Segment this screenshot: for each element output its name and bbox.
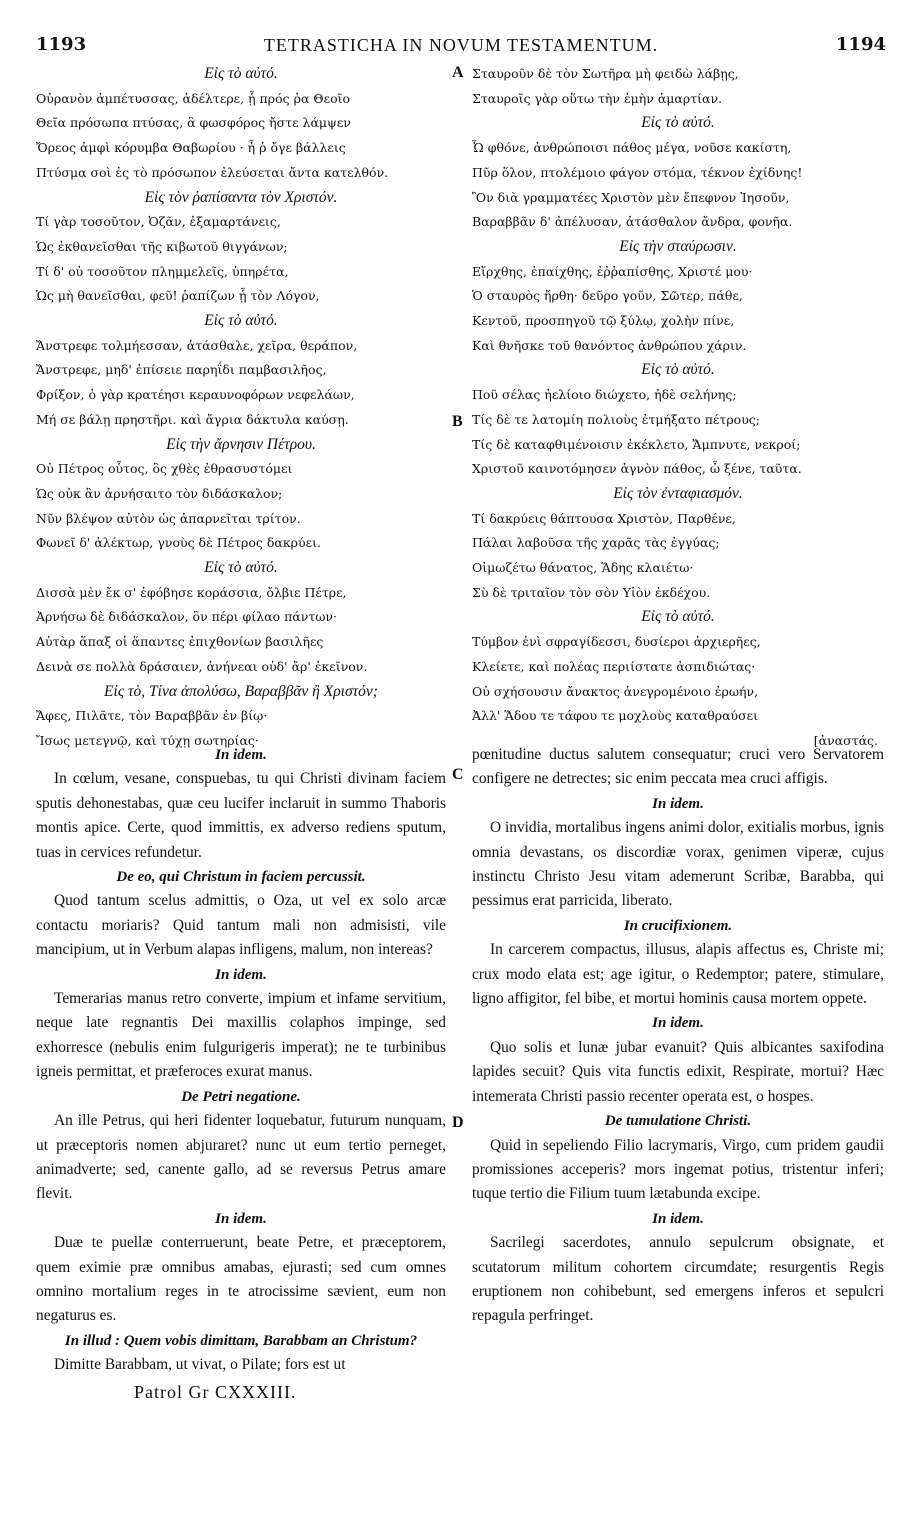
greek-heading: Εἰς τὸ αὐτό.: [641, 361, 715, 379]
latin-paragraph: Sacrilegi sacerdotes, annulo sepulcrum obsignate, et scutatorum militum cohortem circumdate; resurgentis Regis eruptionem non cohibebunt, sed emergens inferos et sepulcri repagula perfringet.: [472, 1234, 884, 1325]
greek-verse: Ἴσως μετεγνῷ, καὶ τύχῃ σωτηρίας·: [36, 732, 259, 748]
greek-verse: Εἴρχθης, ἐπαίχθης, ἐῤῥαπίσθης, Χριστέ μου·: [472, 263, 753, 279]
greek-verse: Δισσὰ μὲν ἔκ σ' ἐφόβησε κοράσσια, ὄλβιε Πέτρε,: [36, 584, 347, 600]
greek-column-right: [472, 62, 884, 754]
greek-column-left: [36, 62, 446, 754]
greek-verse: Σταυροῦν δὲ τὸν Σωτῆρα μὴ φειδὼ λάβῃς,: [472, 66, 739, 81]
latin-paragraph: In carcerem compactus, illusus, alapis affectus es, Christe mi; crux modo elata est; age igitur, o Redemptor; patere, stimulare, ligno affigitor, fel bibe, et mortui hominis causa mortem oppete.: [472, 941, 884, 1008]
greek-verse: Ὦ φθόνε, ἀνθρώποισι πάθος μέγα, νοῦσε κακίστη,: [472, 140, 792, 156]
latin-paragraph: An ille Petrus, qui heri fidenter loquebatur, futurum nunquam, ut præceptoris nomen abjuraret? nunc ut eum tertio perneget, animadverte; sed, canente gallo, ad se reversus Petrus amare flevit.: [36, 1112, 446, 1203]
latin-paragraph: O invidia, mortalibus ingens animi dolor, exitialis morbus, ignis omnia devastans, os discordiæ vorax, genimen viperæ, cujus instinctu Christo Jesu vitam ademerunt Scribæ, Barabba, qui pessimus erat parricida, liberato.: [472, 819, 884, 910]
greek-verse: Κλείετε, καὶ πολέας περιίστατε ἀσπιδιώτας·: [472, 658, 756, 674]
greek-verse: Οὐρανὸν ἀμπέτυσσας, ἀδέλτερε, ᾗ πρός ῥα Θεοῖο: [36, 90, 351, 106]
latin-heading: In idem.: [652, 1015, 704, 1032]
greek-verse: Τίς δὲ τε λατομίη πολιοὺς ἐτμήξατο πέτρους;: [472, 411, 761, 427]
greek-verse: Πτύσμα σοὶ ἐς τὸ πρόσωπον ἐλεύσεται ἄντα κατελθόν.: [36, 164, 389, 180]
greek-heading: Εἰς τὴν ἄρνησιν Πέτρου.: [166, 435, 316, 453]
latin-paragraph: Quod tantum scelus admittis, o Oza, ut vel ex solo arcæ contactu moriaris? Quid tantum mali non admisisti, vile mancipium, ut in Verbum alapas infligens, malum, non intereas?: [36, 892, 446, 959]
footer-signature: Patrol Gr CXXXIII.: [134, 1381, 297, 1402]
greek-verse: Οὐ σχήσουσιν ἄνακτος ἀνεγρομένοιο ἐρωήν,: [472, 683, 759, 699]
latin-heading: In idem.: [652, 795, 704, 812]
greek-verse: Δεινὰ σε πολλὰ δράσαιεν, ἀνήνεαι οὐδ' ἄρ' ἐκεῖνον.: [36, 658, 368, 674]
latin-paragraph: Duæ te puellæ conterruerunt, beate Petre, et præceptorem, quem eximie præ omnibus amabas, ejurasti; sed cum omnes omnino mortalium reges in te atrocissime sævient, eum non negaturus es.: [36, 1234, 446, 1325]
greek-verse: Καὶ θνῆσκε τοῦ θανόντος ἀνθρώπου χάριν.: [472, 337, 747, 353]
margin-mark-a: A: [452, 64, 464, 81]
greek-verse: Θεῖα πρόσωπα πτύσας, ἃ φωσφόρος ἤστε λάμψεν: [36, 115, 351, 131]
latin-heading: In crucifixionem.: [623, 917, 733, 934]
greek-verse: Πάλαι λαβοῦσα τῆς χαρᾶς τὰς ἐγγύας;: [472, 535, 720, 551]
greek-verse: Ὡς ἐκθανεῖσθαι τῆς κιβωτοῦ θιγγάνων;: [36, 238, 288, 254]
latin-heading: In idem.: [215, 966, 267, 983]
greek-verse: Ἀλλ' Ἅδου τε τάφου τε μοχλοὺς καταθραύσει: [472, 708, 759, 724]
greek-verse: Τί δακρύεις θάπτουσα Χριστὸν, Παρθένε,: [472, 510, 736, 526]
greek-verse: Ὄρεος ἀμφὶ κόρυμβα Θαβωρίου · ἦ ῥ ὄγε βάλλεις: [36, 140, 346, 156]
latin-heading: In idem.: [215, 1210, 267, 1227]
greek-verse: Ἀρνήσω δὲ διδάσκαλον, ὃν πέρι φίλαο πάντων·: [36, 609, 338, 625]
greek-verse: Πῦρ ὅλον, πτολέμοιο φάγον στόμα, τέκνον ἐχίδνης!: [472, 164, 803, 180]
greek-verse-fragment: [ἀναστάς.: [813, 732, 878, 748]
greek-verse: Οὐ Πέτρος οὗτος, ὃς χθὲς ἐθρασυστόμει: [36, 461, 293, 477]
greek-verse: Σταυροῖς γὰρ οὕτω τὴν ἐμὴν ἁμαρτίαν.: [472, 90, 723, 106]
greek-verse: Ἄνστρεφε τολμήεσσαν, ἀτάσθαλε, χεῖρα, θεράπον,: [36, 337, 358, 353]
latin-paragraph: Dimitte Barabbam, ut vivat, o Pilate; fors est ut: [54, 1356, 346, 1374]
greek-heading: Εἰς τὸ αὐτό.: [641, 114, 715, 132]
page-header: [36, 34, 886, 58]
greek-verse: Βαραββᾶν δ' ἀπέλυσαν, ἀτάσθαλον ἄνδρα, φονῆα.: [472, 214, 793, 230]
greek-heading: Εἰς τὸ αὐτό.: [204, 559, 278, 577]
latin-heading: In idem.: [215, 747, 267, 763]
latin-paragraph: In cœlum, vesane, conspuebas, tu qui Christi divinam faciem sputis dehonestabas, quæ ceu lucifer inclaruit in summo Thaboris montis apice. Certe, quod immittis, ex adverso rediens sputum, tuas in cervices refundetur.: [36, 770, 446, 861]
greek-heading: Εἰς τὸν ῥαπίσαντα τὸν Χριστόν.: [144, 188, 338, 206]
margin-mark-d: D: [452, 1114, 464, 1131]
greek-verse: Ἄνστρεφε, μηδ' ἐπίσειε παρηΐδι παμβασιλῆος,: [36, 362, 327, 378]
greek-verse: Ὁ σταυρὸς ἤρθη· δεῦρο γοῦν, Σῶτερ, πάθε,: [472, 288, 743, 304]
latin-heading: De Petri negatione.: [181, 1088, 301, 1105]
greek-verse: Νῦν βλέψον αὐτὸν ὡς ἀπαρνεῖται τρίτον.: [36, 510, 301, 526]
latin-heading: In illud : Quem vobis dimittam, Barabbam an Christum?: [64, 1332, 418, 1349]
latin-paragraph: pœnitudine ductus salutem consequatur; cruci vero Servatorem configere ne detrectes; sic enim peccata mea cruci affigis.: [472, 746, 884, 788]
greek-verse: Φρίξον, ὁ γὰρ κρατέησι κεραυνοφόρων νεφελάων,: [36, 387, 355, 403]
greek-verse: Χριστοῦ καινοτόμησεν ἀγνὸν πάθος, ὦ ξένε, ταῦτα.: [472, 461, 802, 477]
greek-verse: Τί δ' οὐ τοσοῦτον πλημμελεῖς, ὑπηρέτα,: [36, 263, 289, 279]
greek-verse: Ἄφες, Πιλᾶτε, τὸν Βαραββᾶν ἐν βίῳ·: [36, 708, 268, 724]
latin-heading: De eo, qui Christum in faciem percussit.: [116, 869, 366, 886]
page-number-right: 1194: [835, 34, 886, 55]
latin-heading: De tumulatione Christi.: [604, 1113, 752, 1130]
greek-heading: Εἰς τὴν σταύρωσιν.: [619, 237, 737, 255]
greek-verse: Αὐτὰρ ἅπαξ οἱ ἅπαντες ἐπιχθονίων βασιλῆες: [36, 634, 324, 650]
latin-paragraph: Quid in sepeliendo Filio lacrymaris, Virgo, cum pridem gaudii promissiones acceperis? mors ingemat potius, tristentur inferi; tuque tertio die Filium tuum lætabunda excipe.: [472, 1136, 884, 1203]
latin-heading: In idem.: [652, 1210, 704, 1227]
greek-verse: Τύμβον ἐνὶ σφραγίδεσσι, δυσίεροι ἀρχιερῆες,: [472, 634, 761, 650]
greek-heading: Εἰς τὸ, Τίνα ἀπολύσω, Βαραββᾶν ἢ Χριστόν;: [104, 682, 378, 700]
greek-verse: Ποῦ σέλας ἠελίοιο διώχετο, ἠδὲ σελήνης;: [472, 387, 737, 403]
greek-heading: Εἰς τὸν ἐνταφιασμόν.: [613, 484, 743, 502]
greek-verse: Τί γὰρ τοσοῦτον, Ὀζᾶν, ἐξαμαρτάνεις,: [36, 214, 281, 230]
greek-verse: Ὃν διὰ γραμματέες Χριστὸν μὲν ἔπεφνον Ἰησοῦν,: [472, 189, 790, 205]
latin-paragraph: Temerarias manus retro converte, impium et infame servitium, neque late regnantis Dei maxillis colaphos impinge, sed exhorresce (nebulis enim fulgurigeris imperat); ne te turbinibus igneis permittat, et præferoces exurat manus.: [36, 990, 446, 1081]
greek-verse: Φωνεῖ δ' ἀλέκτωρ, γνοὺς δὲ Πέτρος δακρύει.: [36, 535, 321, 551]
margin-mark-c: C: [452, 766, 464, 783]
greek-verse: Ὡς οὐκ ἂν ἀρνήσαιτο τὸν διδάσκαλον;: [36, 485, 283, 501]
greek-verse: Κεντοῦ, προσπηγοῦ τῷ ξύλῳ, χολὴν πίνε,: [472, 313, 735, 329]
greek-heading: Εἰς τὸ αὐτό.: [204, 65, 278, 82]
greek-heading: Εἰς τὸ αὐτό.: [641, 608, 715, 626]
margin-mark-b: B: [452, 413, 463, 430]
greek-verse: Ὡς μὴ θανεῖσθαι, φεῦ! ῥαπίζων ᾗ τὸν Λόγον,: [36, 288, 320, 304]
greek-heading: Εἰς τὸ αὐτό.: [204, 312, 278, 330]
latin-paragraph: Quo solis et lunæ jubar evanuit? Quis albicantes saxifodina lapides secuit? Quis vita functis edixit, Respirate, mortui? Hæc intemerata Christi passio recenter operata est, o hospes.: [472, 1038, 884, 1105]
latin-column-right: [472, 743, 884, 1329]
greek-verse: Τίς δὲ καταφθιμένοισιν ἐκέκλετο, Ἄμπνυτε, νεκροί;: [472, 436, 801, 452]
page-number-left: 1193: [36, 34, 87, 55]
greek-verse: Οἰμωζέτω θάνατος, Ἅδης κλαιέτω·: [472, 560, 694, 576]
greek-verse: Σὺ δὲ τριταῖον τὸν σὸν Υἱὸν ἐκδέχου.: [472, 584, 711, 600]
running-title: TETRASTICHA IN NOVUM TESTAMENTUM.: [263, 35, 659, 55]
greek-verse: Μή σε βάλῃ πρηστῆρι. καὶ ἄγρια δάκτυλα καύσῃ.: [36, 411, 349, 427]
latin-column-left: [36, 743, 446, 1404]
